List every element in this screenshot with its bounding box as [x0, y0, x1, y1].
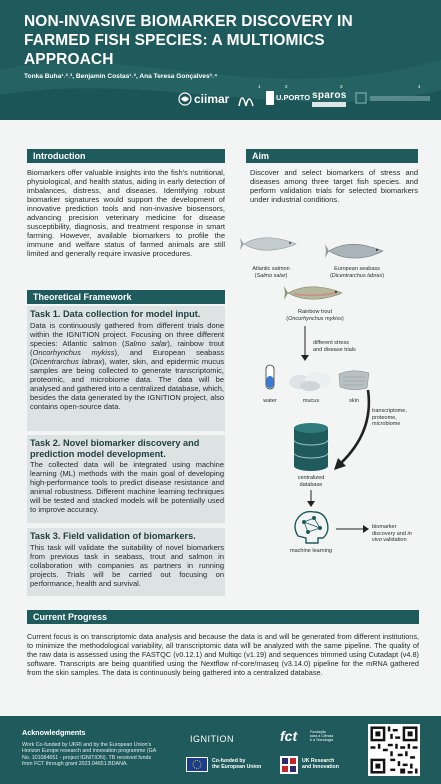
task1-text: Data is continuously gathered from different trials done within the IGNITION project. Focusing on three different species: Atlantic salmon (Salmo salar), rainbow trout (Oncorhynchus mykiss), and European seabass (Dicentrarchus labrax), water, skin, and epidermic mucus samples are being collected to generate transcriptomic, proteomic, and microbiome data. The data will be analysed and gathered into a centralized database, which, besides the data generated by the IGNITION project, also contains open-source data. [30, 321, 225, 411]
icbas-affiliation-number: 1 [258, 84, 261, 89]
ukri-mark-icon [280, 756, 298, 774]
task3-heading: Task 3. Field validation of biomarkers. [30, 531, 196, 541]
current-progress-heading: Current Progress [27, 610, 419, 624]
salmon-label: Atlantic salmon (Salmo salar) [252, 266, 290, 279]
arrow-right-icon [336, 524, 370, 534]
author-list: Tonka Buha¹˒²˒³, Benjamin Costas¹˒², Ana Teresa Gonçalves³˒⁴ [24, 73, 218, 80]
seabass-label: European seabass (Dicentrarchus labrax) [329, 266, 385, 279]
aim-heading: Aim [246, 149, 418, 163]
acknowledgments-text: Work Co-funded by UKRI and by the European Union's Horizon Europe research and innovation programme (GA No. 101084651 - project IGNITION). TB received funds from FCT through grant 2023.04651.BDANA. [22, 742, 156, 768]
acknowledgments-heading: Acknowledgments [22, 728, 86, 737]
task1-heading: Task 1. Data collection for model input. [30, 309, 201, 319]
fct-subtitle: Fundação para a Ciência e a Tecnologia [310, 730, 334, 743]
ignition-logo-text: IGNITION [190, 734, 234, 744]
water-sample-tube-icon [263, 364, 277, 394]
arrow-down-icon-2 [306, 490, 316, 508]
trout-fish-icon [284, 280, 346, 306]
icbas-mark-icon [236, 88, 256, 110]
ciimar-logo-text: ciimar [194, 92, 230, 106]
machine-learning-brain-icon [290, 508, 332, 544]
task2-text: The collected data will be integrated using machine learning (ML) methods with the main goal of developing high-performance tools to predict disease resistance and animal robustness. Different machine learning techniques will be tested and stacked models will be potentially used to improve accuracy. [30, 460, 224, 514]
ukri-text: UK Research and Innovation [302, 758, 339, 770]
ciimar-mark-icon [178, 92, 192, 106]
sparos-tagline-bar [312, 102, 346, 107]
uporto-affiliation-number: 2 [285, 84, 288, 89]
poster-title: NON-INVASIVE BIOMARKER DISCOVERY IN FARMED FISH SPECIES: A MULTIOMICS APPROACH [24, 13, 353, 68]
curved-arrow-icon [330, 388, 376, 474]
trials-label: different stress and disease trials [313, 340, 356, 353]
introduction-heading: Introduction [27, 149, 225, 163]
qr-code[interactable] [368, 724, 420, 776]
task2-heading: Task 2. Novel biomarker discovery and prediction model development. [30, 438, 200, 459]
machine-learning-label: machine learning [290, 548, 332, 554]
theoretical-framework-heading: Theoretical Framework [27, 290, 225, 304]
fct-logo-text: fct [280, 728, 298, 744]
partner-affiliation-number: 4 [418, 84, 421, 89]
seabass-fish-icon [325, 238, 387, 264]
task3-text: This task will validate the suitability of novel biomarkers from previous task in seabass, trout and salmon in collaboration with companies as partners in running projects. Trials will be carried out focusing on performance, health and survival. [30, 543, 224, 588]
arrow-down-icon [300, 326, 310, 362]
mucus-label: mucus [302, 398, 320, 404]
mucus-sample-icon [288, 368, 334, 392]
poster-header [0, 0, 441, 120]
trout-label: Rainbow trout (Oncorhynchus mykiss) [286, 309, 344, 322]
sparos-affiliation-number: 3 [340, 84, 343, 89]
aim-text: Discover and select biomarkers of stress and diseases among three target fish species. and perform validation trials for selected biomarkers under industrial conditions. [250, 168, 418, 204]
eu-cofunding-text: Co-funded by the European Union [212, 758, 262, 770]
partner-mark-icon [355, 92, 367, 104]
uporto-mark-icon [266, 91, 274, 105]
introduction-text: Biomarkers offer valuable insights into the fish's nutritional, physiological, and health status, aiding in early detection of imbalances, distress, and diseases. Identifying robust biomarker signatures would support the development of innovative prediction tools and non-invasive biosensors, advancing precision veterinary medicine for disease susceptibility, diagnosis, and treatment response in smart farming. However, available biomarkers to profile the immune and welfare status of farmed animals are still limited and generally require invasive procedures. [27, 168, 225, 258]
uporto-logo-text: U.PORTO [276, 93, 311, 102]
database-label: centralized database [297, 475, 325, 488]
eu-flag-icon [186, 757, 208, 772]
water-label: water [263, 398, 277, 404]
salmon-fish-icon [240, 232, 302, 256]
skin-label: skin [349, 398, 359, 404]
outcome-label: biomarker discovery and in vivo validation [372, 524, 412, 543]
omics-label: transcriptome, proteome, microbiome [372, 408, 407, 427]
sparos-logo-text: sparos [312, 90, 347, 101]
database-icon [292, 422, 330, 472]
current-progress-text: Current focus is on transcriptomic data analysis and because the data is and will be generated from different institutions, to minimize the methodological variability, all transcriptomic data will be analyzed with the same pipeline. The quality of the raw data is assessed using the FASTQC (v0.12.1) and Multiqc (v1.19) and sequences trimmed using Cutadapt (v4.8) software. Transcripts are being quantified using the Nextflow nf-core/rnaseq (v3.14.0) pipeline for the mRNA gathered from the skin samples. The data is continuously being gathered into a centralized database. [27, 632, 419, 677]
partner-logo-text-bar [370, 96, 430, 101]
